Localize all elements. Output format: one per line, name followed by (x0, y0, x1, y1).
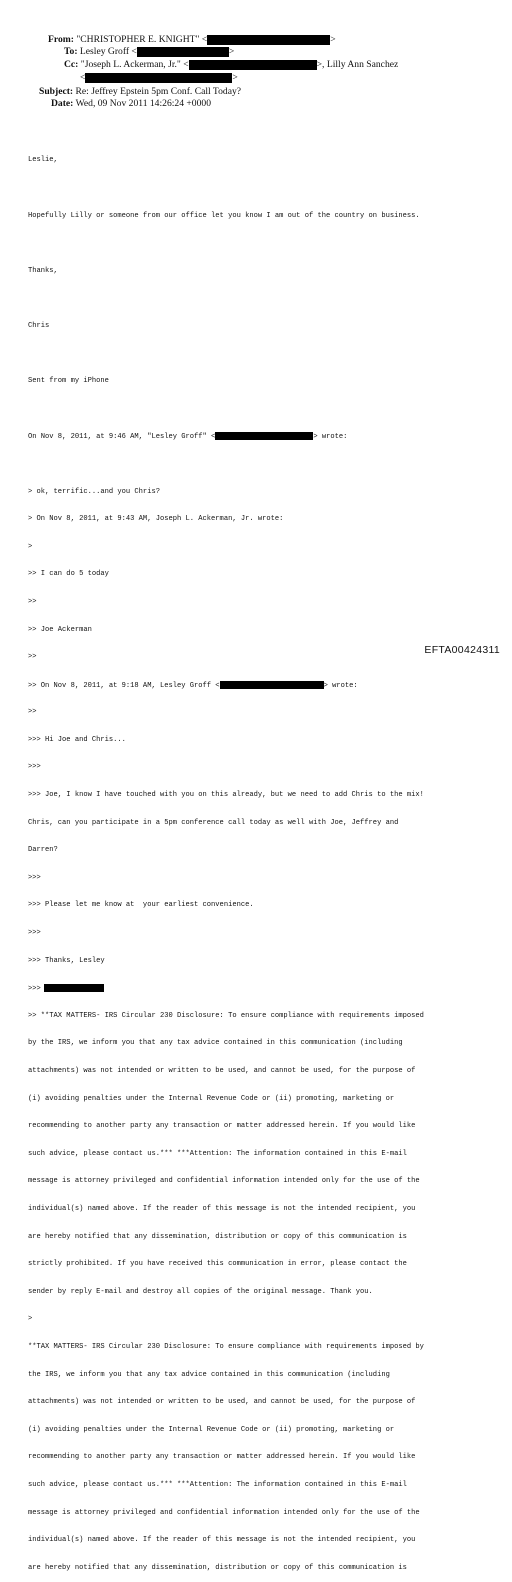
thanks-text: Thanks, (28, 266, 58, 275)
cc-line2-tail: > (232, 72, 238, 83)
quote-line: > On Nov 8, 2011, at 9:43 AM, Joseph L. Ackerman, Jr. wrote: (28, 515, 284, 524)
quote-header-2-suffix: > wrote: (323, 681, 358, 690)
disclaimer-line: sender by reply E-mail and destroy all copies of the original message. Thank you. (28, 1287, 373, 1296)
quote-header-1-suffix: > wrote: (313, 433, 348, 442)
quote-header-2-prefix: >> On Nov 8, 2011, at 9:18 AM, Lesley Groff < (28, 681, 220, 690)
redacted-block (85, 73, 232, 83)
subject-value: Re: Jeffrey Epstein 5pm Conf. Call Today? (75, 86, 242, 97)
cc-line2-open: < (80, 72, 86, 83)
quote-line: >> Joe Ackerman (28, 625, 92, 634)
disclaimer-line: by the IRS, we inform you that any tax advice contained in this communication (including (28, 1039, 403, 1048)
quote-line: Darren? (28, 846, 58, 855)
quote-line: >>> (28, 929, 41, 938)
disclaimer-line: strictly prohibited. If you have received this communication in error, please contact the (28, 1260, 407, 1269)
quote-line: >>> Hi Joe and Chris... (28, 735, 126, 744)
document-id: EFTA00424311 (424, 644, 500, 656)
subject-label: Subject: (39, 86, 74, 97)
quote-line: >> (28, 653, 37, 662)
to-value: Lesley Groff < (79, 46, 137, 57)
disclaimer-line: message is attorney privileged and confidential information intended only for the use of the (28, 1177, 420, 1186)
disclaimer-line: >> **TAX MATTERS- IRS Circular 230 Disclosure: To ensure compliance with requirements imposed (28, 1011, 424, 1020)
blank-line (28, 350, 498, 359)
redacted-block (189, 60, 317, 70)
signoff-text: Chris (28, 321, 50, 330)
disclaimer-line: attachments) was not intended or written to be used, and cannot be used, for the purpose of (28, 1067, 416, 1075)
disclaimer-line: > (28, 1315, 33, 1324)
disclaimer-line: are hereby notified that any dissemination, distribution or copy of this communication is (28, 1232, 407, 1241)
to-label: To: (64, 46, 78, 57)
quote-header-2 (28, 681, 498, 690)
subject-line (39, 86, 241, 97)
redacted-block (215, 432, 313, 440)
greeting: Leslie, (28, 156, 58, 165)
message-text: Hopefully Lilly or someone from our office let you know I am out of the country on business. (28, 211, 420, 220)
from-tail: > (330, 34, 336, 45)
from-label: From: (48, 34, 74, 45)
quote-marker: >>> (28, 985, 41, 994)
quote-line: >>> (28, 763, 41, 772)
blank-line (28, 294, 498, 303)
quote-line: >>> Please let me know at your earliest convenience. (28, 901, 254, 910)
redacted-block (207, 35, 330, 45)
redacted-block (44, 984, 104, 992)
disclaimer-line: individual(s) named above. If the reader of this message is not the intended recipient, you (28, 1204, 416, 1213)
cc-label: Cc: (64, 59, 79, 70)
cc-line (64, 59, 398, 70)
quote-header-1 (28, 432, 498, 441)
redacted-block (137, 47, 229, 57)
from-line (48, 34, 336, 45)
disclaimer-line: the IRS, we inform you that any tax advice contained in this communication (including (28, 1370, 390, 1379)
disclaimer-line: individual(s) named above. If the reader of this message is not the intended recipient, you (28, 1536, 416, 1545)
quote-line: >>> Thanks, Lesley (28, 956, 105, 965)
cc-value: "Joseph L. Ackerman, Jr." < (80, 59, 189, 70)
disclaimer-line: recommending to another party any transaction or matter addressed herein. If you would like (28, 1122, 416, 1131)
sent-from-text: Sent from my iPhone (28, 377, 109, 386)
disclaimer-line: (i) avoiding penalties under the Internal Revenue Code or (ii) promoting, marketing or (28, 1425, 395, 1434)
quote-line: >> (28, 708, 37, 717)
disclaimer-line: are hereby notified that any dissemination, distribution or copy of this communication is (28, 1563, 407, 1572)
date-value: Wed, 09 Nov 2011 14:26:24 +0000 (75, 98, 211, 109)
to-line (64, 46, 234, 57)
disclaimer-line: message is attorney privileged and confidential information intended only for the use of the (28, 1508, 420, 1517)
quote-line: >> (28, 597, 37, 606)
date-label: Date: (51, 98, 74, 109)
disclaimer-line: such advice, please contact us.*** ***Attention: The information contained in this E-mail (28, 1149, 407, 1158)
disclaimer-line: attachments) was not intended or written to be used, and cannot be used, for the purpose of (28, 1398, 416, 1407)
quote-line: >>> Joe, I know I have touched with you on this already, but we need to add Chris to the mix! (28, 791, 424, 800)
disclaimer-line: such advice, please contact us.*** ***Attention: The information contained in this E-mail (28, 1480, 407, 1489)
quote-line: > ok, terrific...and you Chris? (28, 487, 160, 496)
quote-line: >> I can do 5 today (28, 570, 109, 579)
quote-line: >>> (28, 873, 41, 882)
to-tail: > (228, 46, 235, 57)
disclaimer-line: recommending to another party any transaction or matter addressed herein. If you would like (28, 1453, 416, 1462)
cc-line-2 (80, 72, 238, 83)
quote-redacted-line (28, 984, 498, 993)
blank-line (28, 460, 498, 469)
quote-line: > (28, 542, 33, 551)
blank-line (28, 405, 498, 414)
disclaimer-line: (i) avoiding penalties under the Internal Revenue Code or (ii) promoting, marketing or (28, 1094, 395, 1103)
disclaimer-line: **TAX MATTERS- IRS Circular 230 Disclosure: To ensure compliance with requirements imposed by (28, 1342, 424, 1351)
cc-tail: >, Lilly Ann Sanchez (316, 59, 399, 70)
from-value: "CHRISTOPHER E. KNIGHT" < (76, 34, 208, 45)
email-body (28, 138, 498, 1582)
blank-line (28, 239, 498, 248)
blank-line (28, 184, 498, 193)
redacted-block (220, 681, 324, 689)
date-line (51, 98, 211, 109)
quote-line: Chris, can you participate in a 5pm conference call today as well with Joe, Jeffrey and (28, 818, 399, 827)
quote-header-1-prefix: On Nov 8, 2011, at 9:46 AM, "Lesley Groff" < (28, 433, 216, 442)
